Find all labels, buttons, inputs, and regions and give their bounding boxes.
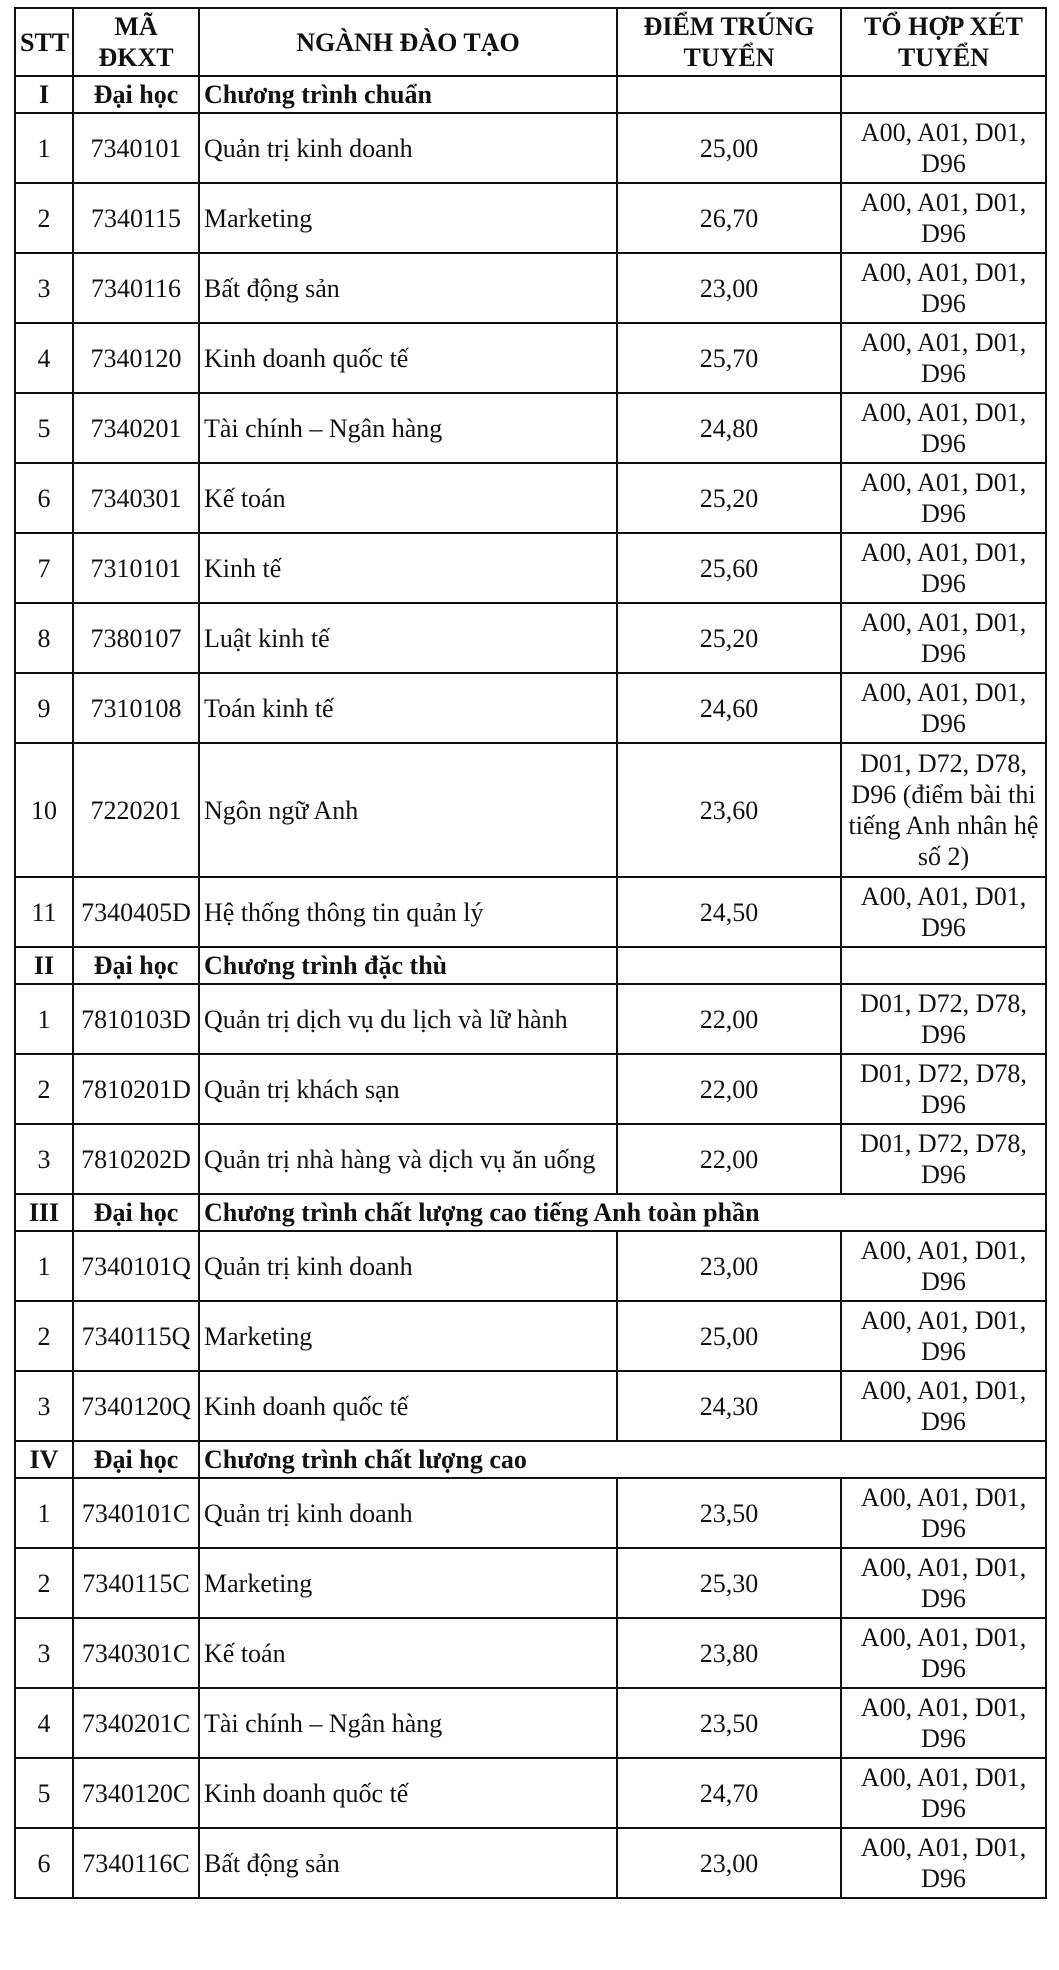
row-stt: 10 [15,743,73,877]
row-major: Marketing [199,183,617,253]
row-score: 26,70 [617,183,841,253]
row-score: 23,80 [617,1618,841,1688]
row-combo: A00, A01, D01, D96 [841,533,1046,603]
table-row [15,1124,1046,1194]
row-combo: A00, A01, D01, D96 [841,1548,1046,1618]
row-code: 7340101 [73,113,199,183]
row-major: Marketing [199,1548,617,1618]
row-major: Kế toán [199,1618,617,1688]
section-header-row [15,1441,1046,1478]
row-stt: 1 [15,1478,73,1548]
table-row [15,1688,1046,1758]
row-score: 25,60 [617,533,841,603]
section-header-row [15,1194,1046,1231]
row-score: 25,30 [617,1548,841,1618]
row-combo: A00, A01, D01, D96 [841,1371,1046,1441]
section-number: IV [15,1441,73,1478]
table-row [15,1618,1046,1688]
row-combo: A00, A01, D01, D96 [841,463,1046,533]
row-code: 7340120C [73,1758,199,1828]
row-major: Marketing [199,1301,617,1371]
row-major: Quản trị kinh doanh [199,113,617,183]
header-code: MÃ ĐKXT [73,8,199,76]
row-major: Tài chính – Ngân hàng [199,1688,617,1758]
row-score: 24,80 [617,393,841,463]
header-major: NGÀNH ĐÀO TẠO [199,8,617,76]
table-row [15,877,1046,947]
table-row [15,533,1046,603]
row-stt: 2 [15,1054,73,1124]
row-major: Bất động sản [199,253,617,323]
row-code: 7340405D [73,877,199,947]
row-code: 7380107 [73,603,199,673]
row-stt: 6 [15,1828,73,1898]
row-major: Ngôn ngữ Anh [199,743,617,877]
section-name: Chương trình chất lượng cao tiếng Anh toàn phần [199,1194,1046,1231]
table-row [15,1758,1046,1828]
table-row [15,673,1046,743]
section-level: Đại học [73,1441,199,1478]
row-score: 24,70 [617,1758,841,1828]
row-combo: A00, A01, D01, D96 [841,393,1046,463]
row-stt: 1 [15,1231,73,1301]
row-combo: A00, A01, D01, D96 [841,1301,1046,1371]
header-stt: STT [15,8,73,76]
row-combo: D01, D72, D78, D96 (điểm bài thi tiếng Anh nhân hệ số 2) [841,743,1046,877]
row-combo: D01, D72, D78, D96 [841,1124,1046,1194]
section-name: Chương trình đặc thù [199,947,617,984]
row-code: 7340301 [73,463,199,533]
row-code: 7310101 [73,533,199,603]
section-name: Chương trình chất lượng cao [199,1441,1046,1478]
row-score: 23,00 [617,1828,841,1898]
section-empty-cell [617,76,841,113]
table-row [15,1371,1046,1441]
row-score: 25,00 [617,113,841,183]
table-row [15,1828,1046,1898]
row-score: 24,30 [617,1371,841,1441]
row-score: 22,00 [617,984,841,1054]
row-score: 23,50 [617,1688,841,1758]
row-major: Kế toán [199,463,617,533]
header-combo: TỔ HỢP XÉT TUYỂN [841,8,1046,76]
table-row [15,253,1046,323]
row-combo: A00, A01, D01, D96 [841,1828,1046,1898]
row-code: 7310108 [73,673,199,743]
row-code: 7810103D [73,984,199,1054]
row-major: Kinh doanh quốc tế [199,1758,617,1828]
row-score: 25,20 [617,463,841,533]
section-level: Đại học [73,1194,199,1231]
row-stt: 4 [15,323,73,393]
row-code: 7340301C [73,1618,199,1688]
table-row [15,1478,1046,1548]
row-score: 24,50 [617,877,841,947]
table-row [15,603,1046,673]
row-major: Tài chính – Ngân hàng [199,393,617,463]
section-number: I [15,76,73,113]
row-score: 23,00 [617,253,841,323]
table-row [15,323,1046,393]
row-major: Kinh doanh quốc tế [199,1371,617,1441]
row-code: 7340116C [73,1828,199,1898]
row-stt: 4 [15,1688,73,1758]
row-stt: 6 [15,463,73,533]
row-code: 7810202D [73,1124,199,1194]
row-major: Kinh tế [199,533,617,603]
table-row [15,1301,1046,1371]
table-row [15,113,1046,183]
row-stt: 5 [15,1758,73,1828]
row-major: Hệ thống thông tin quản lý [199,877,617,947]
row-stt: 1 [15,984,73,1054]
row-code: 7340101Q [73,1231,199,1301]
section-name: Chương trình chuẩn [199,76,617,113]
table-row [15,463,1046,533]
row-stt: 9 [15,673,73,743]
row-score: 25,70 [617,323,841,393]
row-combo: D01, D72, D78, D96 [841,1054,1046,1124]
row-code: 7340101C [73,1478,199,1548]
row-stt: 3 [15,1371,73,1441]
header-score: ĐIỂM TRÚNG TUYỂN [617,8,841,76]
section-number: III [15,1194,73,1231]
row-score: 25,20 [617,603,841,673]
table-row [15,393,1046,463]
row-combo: A00, A01, D01, D96 [841,1688,1046,1758]
table-row [15,743,1046,877]
section-empty-cell [617,947,841,984]
table-header-row [15,8,1046,76]
row-stt: 11 [15,877,73,947]
row-score: 22,00 [617,1124,841,1194]
row-major: Quản trị kinh doanh [199,1478,617,1548]
row-major: Quản trị kinh doanh [199,1231,617,1301]
row-stt: 3 [15,1618,73,1688]
row-stt: 2 [15,1301,73,1371]
row-combo: A00, A01, D01, D96 [841,603,1046,673]
table-row [15,1054,1046,1124]
row-code: 7340115C [73,1548,199,1618]
row-score: 22,00 [617,1054,841,1124]
admission-score-sheet [14,7,1045,1899]
table-row [15,183,1046,253]
row-score: 23,50 [617,1478,841,1548]
section-header-row [15,947,1046,984]
row-stt: 8 [15,603,73,673]
row-combo: A00, A01, D01, D96 [841,323,1046,393]
row-code: 7340120Q [73,1371,199,1441]
section-level: Đại học [73,76,199,113]
row-score: 24,60 [617,673,841,743]
row-major: Quản trị nhà hàng và dịch vụ ăn uống [199,1124,617,1194]
row-code: 7810201D [73,1054,199,1124]
row-stt: 2 [15,183,73,253]
row-code: 7340115Q [73,1301,199,1371]
row-major: Luật kinh tế [199,603,617,673]
section-level: Đại học [73,947,199,984]
section-empty-cell [841,947,1046,984]
row-combo: A00, A01, D01, D96 [841,183,1046,253]
row-combo: A00, A01, D01, D96 [841,673,1046,743]
row-code: 7340116 [73,253,199,323]
row-code: 7340120 [73,323,199,393]
row-code: 7340201 [73,393,199,463]
row-major: Toán kinh tế [199,673,617,743]
row-stt: 1 [15,113,73,183]
row-stt: 5 [15,393,73,463]
row-major: Kinh doanh quốc tế [199,323,617,393]
row-major: Quản trị khách sạn [199,1054,617,1124]
row-stt: 3 [15,1124,73,1194]
section-number: II [15,947,73,984]
row-score: 23,00 [617,1231,841,1301]
row-score: 25,00 [617,1301,841,1371]
row-combo: A00, A01, D01, D96 [841,253,1046,323]
row-combo: A00, A01, D01, D96 [841,113,1046,183]
row-major: Quản trị dịch vụ du lịch và lữ hành [199,984,617,1054]
row-stt: 7 [15,533,73,603]
row-code: 7220201 [73,743,199,877]
row-combo: A00, A01, D01, D96 [841,1618,1046,1688]
row-major: Bất động sản [199,1828,617,1898]
row-score: 23,60 [617,743,841,877]
admission-score-table [14,7,1047,1899]
table-row [15,1231,1046,1301]
row-code: 7340201C [73,1688,199,1758]
row-stt: 3 [15,253,73,323]
table-row [15,984,1046,1054]
section-empty-cell [841,76,1046,113]
table-body [15,76,1046,1898]
section-header-row [15,76,1046,113]
row-combo: A00, A01, D01, D96 [841,1758,1046,1828]
row-combo: D01, D72, D78, D96 [841,984,1046,1054]
row-code: 7340115 [73,183,199,253]
row-combo: A00, A01, D01, D96 [841,1231,1046,1301]
row-combo: A00, A01, D01, D96 [841,1478,1046,1548]
table-row [15,1548,1046,1618]
row-combo: A00, A01, D01, D96 [841,877,1046,947]
row-stt: 2 [15,1548,73,1618]
